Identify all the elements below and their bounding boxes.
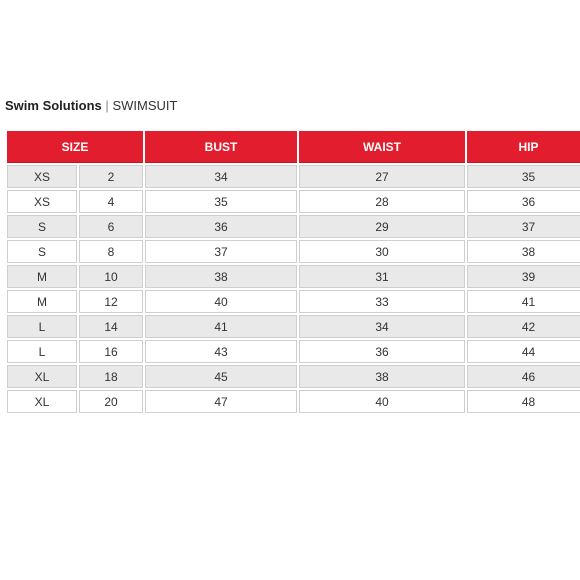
column-header-bust: BUST [145,131,297,163]
table-header-row [7,131,580,163]
size-letter-cell: S [7,215,77,238]
size-letter-cell: M [7,290,77,313]
hip-cell: 42 [467,315,580,338]
hip-cell: 38 [467,240,580,263]
column-header-size: SIZE [7,131,143,163]
waist-cell: 31 [299,265,465,288]
waist-cell: 34 [299,315,465,338]
waist-cell: 27 [299,165,465,188]
hip-cell: 46 [467,365,580,388]
bust-cell: 36 [145,215,297,238]
table-row [7,265,580,288]
size-number-cell: 16 [79,340,143,363]
table-row [7,190,580,213]
bust-cell: 45 [145,365,297,388]
size-letter-cell: XL [7,365,77,388]
size-letter-cell: L [7,340,77,363]
hip-cell: 44 [467,340,580,363]
waist-cell: 30 [299,240,465,263]
size-letter-cell: XL [7,390,77,413]
hip-cell: 39 [467,265,580,288]
size-letter-cell: M [7,265,77,288]
size-number-cell: 18 [79,365,143,388]
bust-cell: 34 [145,165,297,188]
hip-cell: 41 [467,290,580,313]
product-type: SWIMSUIT [112,98,178,113]
size-letter-cell: S [7,240,77,263]
bust-cell: 40 [145,290,297,313]
size-letter-cell: XS [7,165,77,188]
table-row [7,240,580,263]
bust-cell: 38 [145,265,297,288]
waist-cell: 38 [299,365,465,388]
title-separator: | [105,98,109,113]
hip-cell: 48 [467,390,580,413]
waist-cell: 40 [299,390,465,413]
column-header-hip: HIP [467,131,580,163]
size-number-cell: 6 [79,215,143,238]
brand-name: Swim Solutions [5,98,102,113]
column-header-waist: WAIST [299,131,465,163]
hip-cell: 37 [467,215,580,238]
size-number-cell: 14 [79,315,143,338]
waist-cell: 29 [299,215,465,238]
size-number-cell: 8 [79,240,143,263]
size-number-cell: 12 [79,290,143,313]
waist-cell: 33 [299,290,465,313]
size-chart-table [5,129,580,415]
table-row [7,365,580,388]
table-row [7,290,580,313]
page-title [5,98,177,113]
waist-cell: 36 [299,340,465,363]
size-number-cell: 10 [79,265,143,288]
waist-cell: 28 [299,190,465,213]
table-row [7,215,580,238]
bust-cell: 35 [145,190,297,213]
bust-cell: 41 [145,315,297,338]
bust-cell: 37 [145,240,297,263]
size-letter-cell: XS [7,190,77,213]
hip-cell: 36 [467,190,580,213]
bust-cell: 47 [145,390,297,413]
size-number-cell: 20 [79,390,143,413]
table-row [7,315,580,338]
size-letter-cell: L [7,315,77,338]
table-row [7,340,580,363]
table-row [7,165,580,188]
size-number-cell: 2 [79,165,143,188]
size-number-cell: 4 [79,190,143,213]
table-row [7,390,580,413]
bust-cell: 43 [145,340,297,363]
hip-cell: 35 [467,165,580,188]
